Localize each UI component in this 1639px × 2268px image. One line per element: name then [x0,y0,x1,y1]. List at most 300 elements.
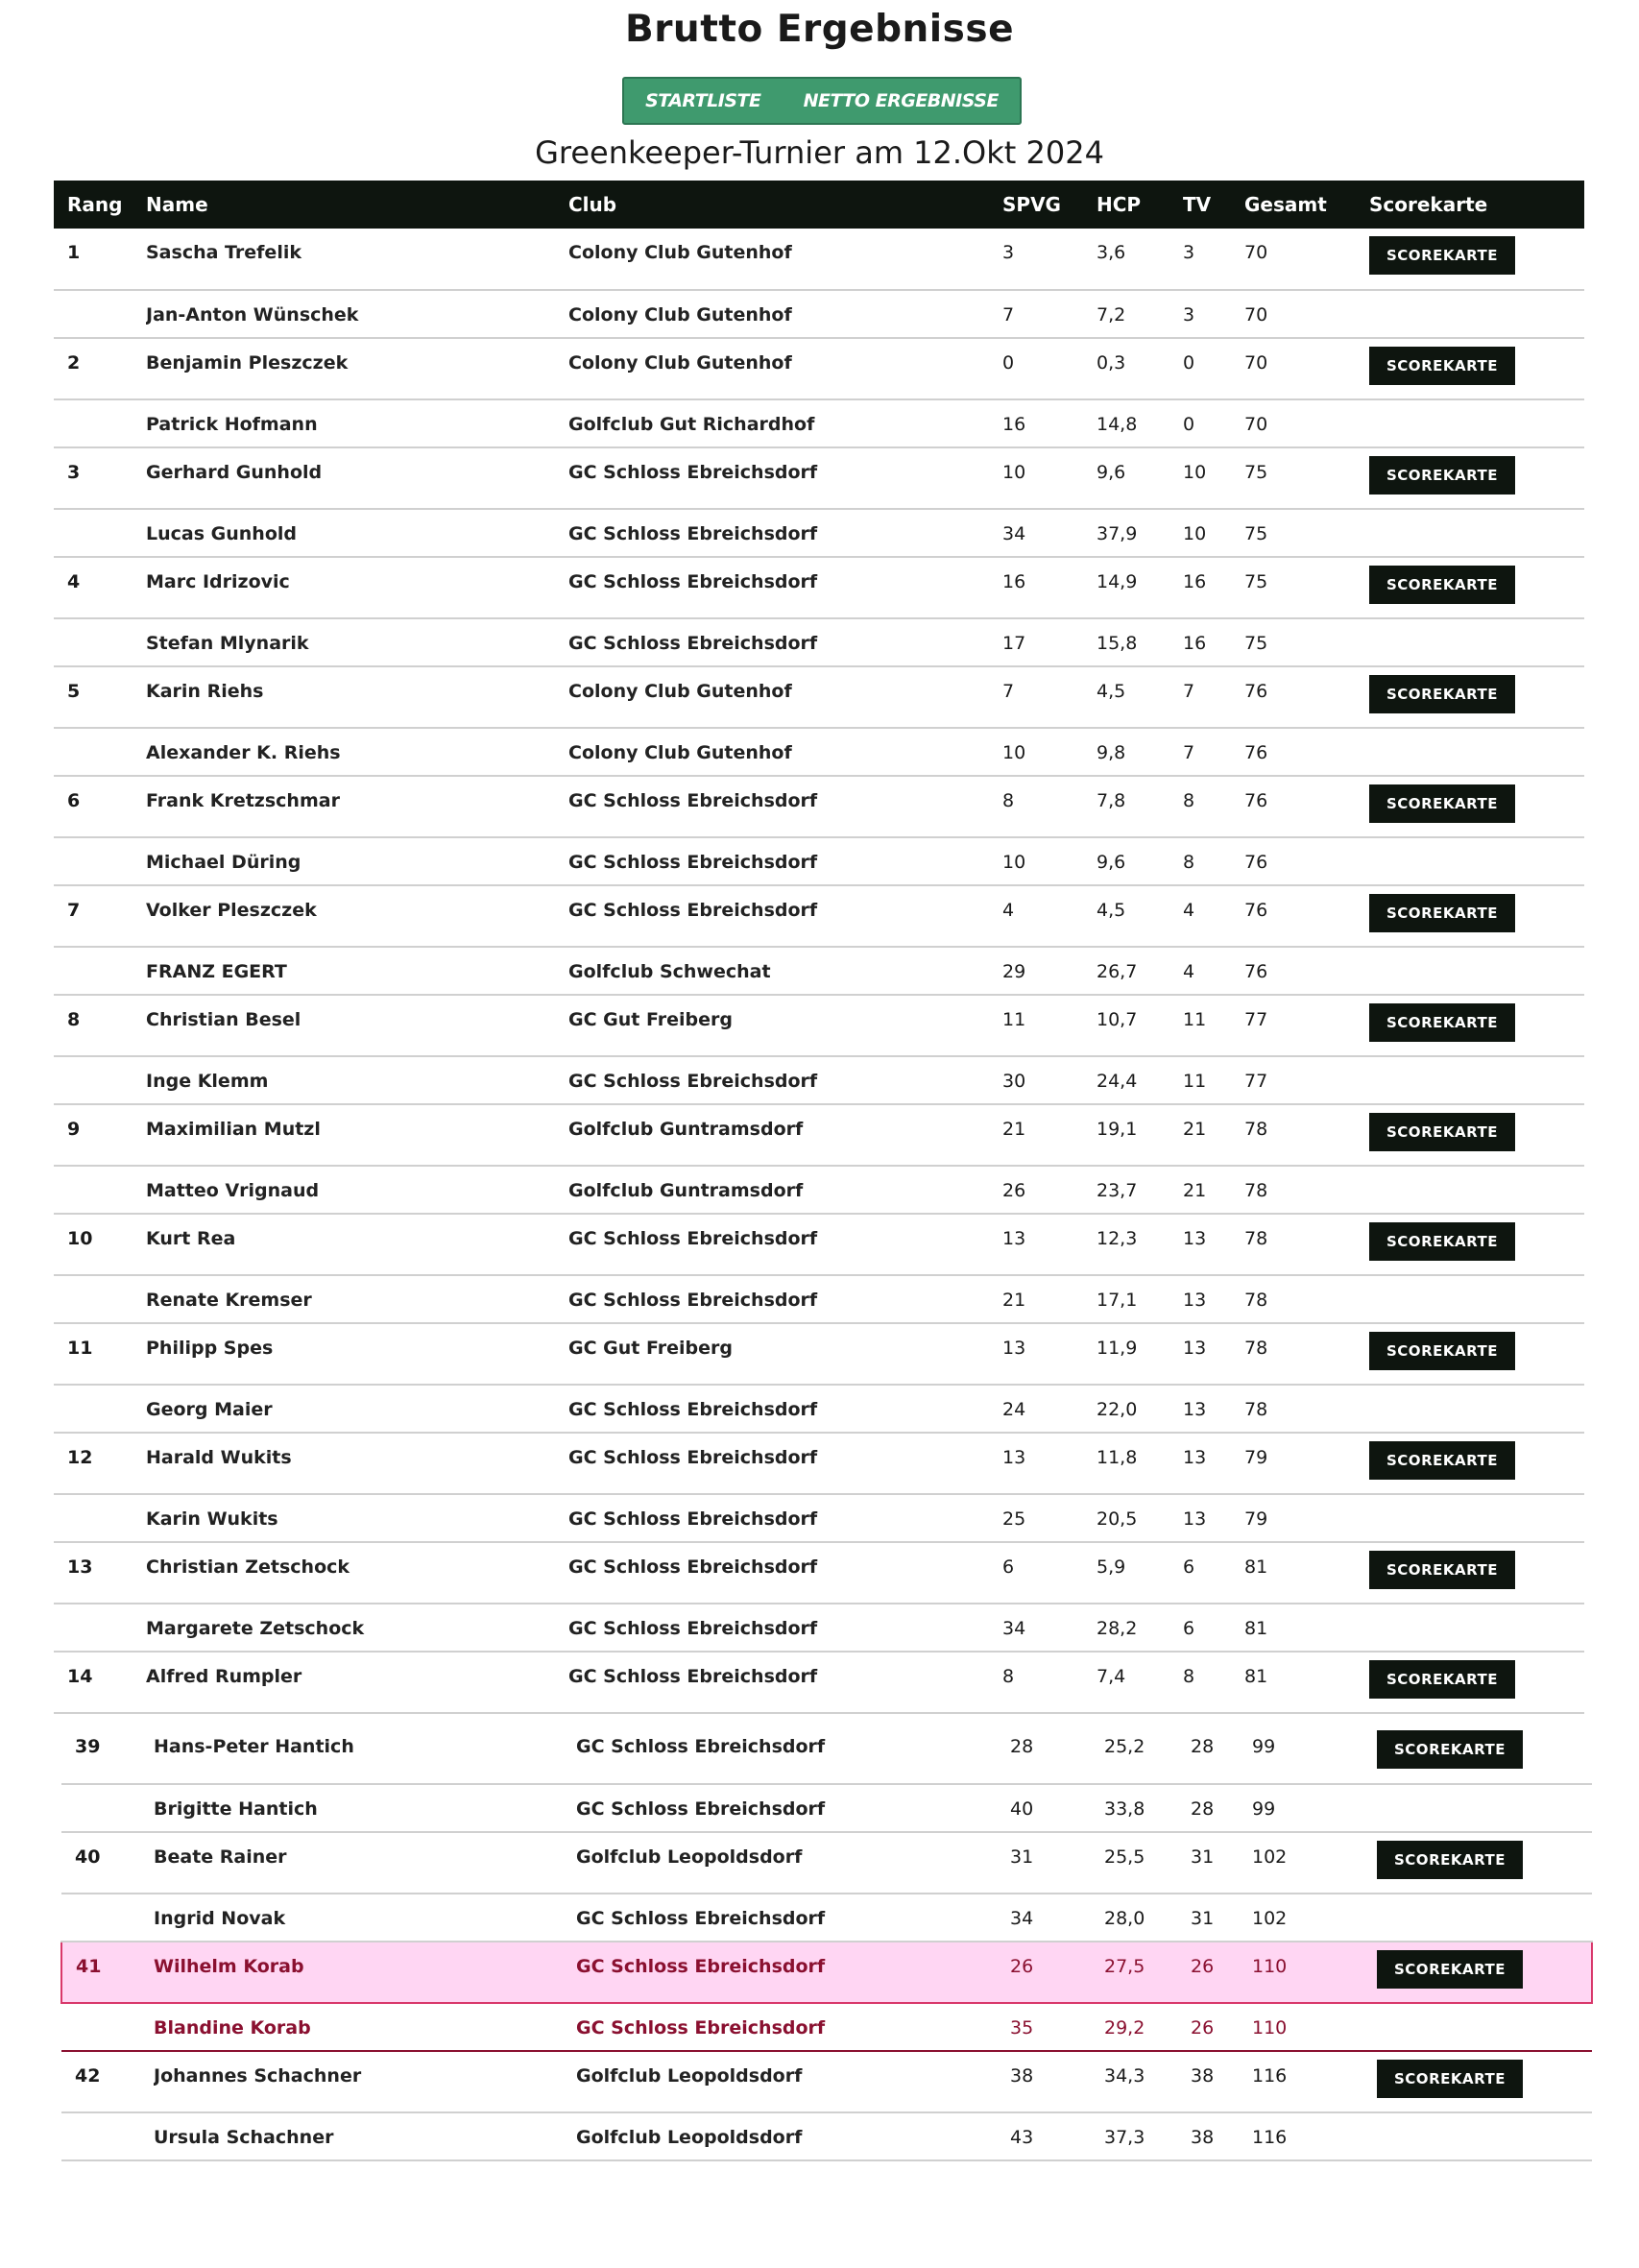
tv-value: 6 [1183,1556,1195,1578]
player-name: Ursula Schachner [154,2127,334,2148]
club-name: GC Schloss Ebreichsdorf [568,1399,818,1420]
tv-value: 28 [1191,1736,1215,1757]
header-hcp: HCP [1097,193,1142,216]
scorekarte-cell [1377,1723,1592,1784]
gesamt-value: 110 [1252,1956,1288,1977]
gesamt-value: 70 [1244,414,1268,435]
table-header-row [54,181,1584,229]
spvg-value: 34 [1002,523,1026,544]
hcp-value: 19,1 [1097,1119,1138,1140]
gesamt-value: 75 [1244,571,1268,592]
scorekarte-cell [1369,1056,1584,1104]
scorekarte-cell [1369,447,1584,509]
player-name: Stefan Mlynarik [146,633,309,654]
player-name: Blandine Korab [154,2017,311,2039]
hcp-value: 11,9 [1097,1338,1138,1359]
hcp-value: 14,9 [1097,571,1138,592]
club-name: GC Gut Freiberg [568,1338,733,1359]
scorekarte-button[interactable]: SCOREKARTE [1369,1003,1515,1042]
gesamt-value: 81 [1244,1556,1268,1578]
results-table [54,181,1584,1714]
player-name: Kurt Rea [146,1228,236,1249]
scorekarte-cell [1369,776,1584,837]
gesamt-value: 76 [1244,681,1268,702]
hcp-value: 37,9 [1097,523,1138,544]
spvg-value: 0 [1002,352,1015,374]
gesamt-value: 78 [1244,1180,1268,1201]
player-name: Alexander K. Riehs [146,742,341,763]
tv-value: 21 [1183,1119,1207,1140]
scorekarte-cell [1369,837,1584,885]
spvg-value: 21 [1002,1290,1026,1311]
nav-button-group [622,77,1022,125]
hcp-value: 22,0 [1097,1399,1138,1420]
scorekarte-cell [1369,1542,1584,1604]
scorekarte-cell [1369,399,1584,447]
player-name: Jan-Anton Wünschek [146,304,359,326]
player-name: Matteo Vrignaud [146,1180,320,1201]
club-name: Golfclub Schwechat [568,961,771,982]
table-row [54,947,1584,995]
scorekarte-cell [1369,995,1584,1056]
rank-cell [54,1166,146,1214]
rank-cell: 10 [67,1228,93,1249]
table-row [54,1056,1584,1104]
header-name: Name [146,193,208,216]
rank-cell: 11 [67,1338,93,1359]
rank-cell [54,1494,146,1542]
hcp-value: 24,4 [1097,1071,1138,1092]
rank-cell [54,1604,146,1652]
spvg-value: 13 [1002,1447,1026,1468]
table-row [61,1784,1592,1832]
club-name: Golfclub Leopoldsdorf [576,1846,803,1868]
club-name: Colony Club Gutenhof [568,681,792,702]
spvg-value: 11 [1002,1009,1026,1030]
spvg-value: 8 [1002,790,1015,811]
spvg-value: 34 [1002,1618,1026,1639]
spvg-value: 21 [1002,1119,1026,1140]
tv-value: 26 [1191,2017,1215,2039]
tv-value: 3 [1183,304,1195,326]
club-name: GC Schloss Ebreichsdorf [568,790,818,811]
spvg-value: 38 [1010,2065,1034,2087]
rank-cell [54,618,146,666]
hcp-value: 20,5 [1097,1508,1138,1530]
club-name: GC Schloss Ebreichsdorf [568,1290,818,1311]
gesamt-value: 76 [1244,852,1268,873]
rank-cell: 7 [67,900,81,921]
scorekarte-button[interactable]: SCOREKARTE [1369,566,1515,604]
player-name: Benjamin Pleszczek [146,352,349,374]
scorekarte-cell [1377,2003,1592,2051]
spvg-value: 10 [1002,742,1026,763]
spvg-value: 13 [1002,1228,1026,1249]
hcp-value: 29,2 [1104,2017,1145,2039]
club-name: GC Schloss Ebreichsdorf [576,1908,826,1929]
gesamt-value: 81 [1244,1618,1268,1639]
player-name: Johannes Schachner [154,2065,362,2087]
hcp-value: 12,3 [1097,1228,1138,1249]
hcp-value: 27,5 [1104,1956,1145,1977]
tv-value: 11 [1183,1009,1207,1030]
table-row [54,995,1584,1056]
club-name: GC Schloss Ebreichsdorf [568,852,818,873]
player-name: Philipp Spes [146,1338,274,1359]
header-spvg: SPVG [1002,193,1061,216]
scorekarte-cell [1369,666,1584,728]
scorekarte-cell [1369,338,1584,399]
scorekarte-cell [1369,557,1584,618]
scorekarte-cell [1369,1214,1584,1275]
table-row [54,509,1584,557]
table-row [54,728,1584,776]
hcp-value: 7,4 [1097,1666,1126,1687]
hcp-value: 23,7 [1097,1180,1138,1201]
gesamt-value: 76 [1244,961,1268,982]
club-name: GC Schloss Ebreichsdorf [568,1618,818,1639]
table-row [54,229,1584,290]
tv-value: 31 [1191,1846,1215,1868]
club-name: GC Schloss Ebreichsdorf [568,1447,818,1468]
spvg-value: 28 [1010,1736,1034,1757]
spvg-value: 43 [1010,2127,1034,2148]
spvg-value: 40 [1010,1798,1034,1820]
gesamt-value: 99 [1252,1736,1276,1757]
tv-value: 3 [1183,242,1195,263]
scorekarte-cell [1377,1894,1592,1942]
scorekarte-cell [1369,947,1584,995]
hcp-value: 11,8 [1097,1447,1138,1468]
tv-value: 10 [1183,523,1207,544]
scorekarte-cell [1369,1652,1584,1713]
tv-value: 6 [1183,1618,1195,1639]
tournament-subtitle: Greenkeeper-Turnier am 12.Okt 2024 [535,134,1104,171]
scorekarte-cell [1369,1494,1584,1542]
player-name: Michael Düring [146,852,301,873]
scorekarte-cell [1369,1323,1584,1385]
hcp-value: 9,6 [1097,462,1126,483]
rank-cell: 5 [67,681,81,702]
scorekarte-cell [1369,229,1584,290]
scorekarte-cell [1377,2051,1592,2112]
rank-cell [54,1056,146,1104]
player-name: Ingrid Novak [154,1908,286,1929]
tv-value: 4 [1183,900,1195,921]
tv-value: 7 [1183,681,1195,702]
hcp-value: 28,2 [1097,1618,1138,1639]
club-name: GC Schloss Ebreichsdorf [568,571,818,592]
hcp-value: 14,8 [1097,414,1138,435]
scorekarte-button[interactable]: SCOREKARTE [1377,1730,1523,1769]
gesamt-value: 77 [1244,1009,1268,1030]
table-row [54,1323,1584,1385]
table-row [54,666,1584,728]
tv-value: 38 [1191,2127,1215,2148]
table-row [61,1894,1592,1942]
club-name: GC Schloss Ebreichsdorf [568,1228,818,1249]
scorekarte-cell [1369,1275,1584,1323]
player-name: FRANZ EGERT [146,961,287,982]
player-name: Karin Wukits [146,1508,278,1530]
hcp-value: 28,0 [1104,1908,1145,1929]
tv-value: 8 [1183,1666,1195,1687]
spvg-value: 7 [1002,681,1015,702]
table-row [54,1652,1584,1713]
table-row [61,1942,1592,2003]
scorekarte-button[interactable]: SCOREKARTE [1369,675,1515,713]
club-name: GC Schloss Ebreichsdorf [576,1798,826,1820]
rank-cell: 41 [76,1956,102,1977]
results-table-lower [60,1723,1593,2161]
player-name: Hans-Peter Hantich [154,1736,354,1757]
header-tv: TV [1183,193,1212,216]
spvg-value: 29 [1002,961,1026,982]
rank-cell [54,947,146,995]
gesamt-value: 70 [1244,242,1268,263]
rank-cell [54,1275,146,1323]
rank-cell: 1 [67,242,81,263]
hcp-value: 7,2 [1097,304,1126,326]
tv-value: 16 [1183,633,1207,654]
gesamt-value: 75 [1244,462,1268,483]
scorekarte-cell [1369,1385,1584,1433]
spvg-value: 8 [1002,1666,1015,1687]
spvg-value: 3 [1002,242,1015,263]
scorekarte-button[interactable]: SCOREKARTE [1369,1551,1515,1589]
club-name: Colony Club Gutenhof [568,242,792,263]
header-gesamt: Gesamt [1244,193,1327,216]
scorekarte-button[interactable]: SCOREKARTE [1369,347,1515,385]
scorekarte-button[interactable]: SCOREKARTE [1369,236,1515,275]
spvg-value: 34 [1010,1908,1034,1929]
player-name: Alfred Rumpler [146,1666,302,1687]
club-name: GC Schloss Ebreichsdorf [568,1666,818,1687]
spvg-value: 26 [1002,1180,1026,1201]
tv-value: 11 [1183,1071,1207,1092]
gesamt-value: 76 [1244,790,1268,811]
player-name: Patrick Hofmann [146,414,318,435]
club-name: Golfclub Guntramsdorf [568,1180,804,1201]
spvg-value: 16 [1002,414,1026,435]
rank-cell [61,2112,154,2160]
scorekarte-cell [1377,2112,1592,2160]
tv-value: 38 [1191,2065,1215,2087]
gesamt-value: 78 [1244,1119,1268,1140]
netto-ergebnisse-button[interactable]: NETTO ERGEBNISSE [803,90,999,111]
spvg-value: 10 [1002,852,1026,873]
header-club: Club [568,193,617,216]
club-name: Colony Club Gutenhof [568,352,792,374]
player-name: Margarete Zetschock [146,1618,365,1639]
table-row [54,399,1584,447]
tv-value: 26 [1191,1956,1215,1977]
gesamt-value: 116 [1252,2065,1288,2087]
rank-cell [54,399,146,447]
club-name: Golfclub Guntramsdorf [568,1119,804,1140]
club-name: GC Schloss Ebreichsdorf [576,1956,826,1977]
tv-value: 21 [1183,1180,1207,1201]
player-name: Christian Zetschock [146,1556,350,1578]
scorekarte-button[interactable]: SCOREKARTE [1377,1841,1523,1879]
scorekarte-cell [1369,1604,1584,1652]
rank-cell: 12 [67,1447,93,1468]
table-row [61,2051,1592,2112]
tv-value: 0 [1183,352,1195,374]
scorekarte-cell [1377,1942,1592,2003]
spvg-value: 17 [1002,633,1026,654]
spvg-value: 10 [1002,462,1026,483]
player-name: Gerhard Gunhold [146,462,323,483]
spvg-value: 16 [1002,571,1026,592]
club-name: GC Schloss Ebreichsdorf [568,462,818,483]
player-name: Christian Besel [146,1009,301,1030]
scorekarte-cell [1377,1784,1592,1832]
scorekarte-button[interactable]: SCOREKARTE [1369,1332,1515,1370]
table-row [54,618,1584,666]
table-row [54,338,1584,399]
club-name: GC Schloss Ebreichsdorf [568,633,818,654]
table-row [54,1275,1584,1323]
club-name: GC Schloss Ebreichsdorf [568,1071,818,1092]
gesamt-value: 78 [1244,1228,1268,1249]
scorekarte-button[interactable]: SCOREKARTE [1369,1660,1515,1699]
rank-cell: 3 [67,462,81,483]
hcp-value: 37,3 [1104,2127,1145,2148]
spvg-value: 4 [1002,900,1015,921]
player-name: Harald Wukits [146,1447,292,1468]
header-rang: Rang [67,193,123,216]
spvg-value: 7 [1002,304,1015,326]
player-name: Brigitte Hantich [154,1798,318,1820]
scorekarte-button[interactable]: SCOREKARTE [1369,1441,1515,1480]
scorekarte-button[interactable]: SCOREKARTE [1369,1222,1515,1261]
gesamt-value: 70 [1244,352,1268,374]
scorekarte-button[interactable]: SCOREKARTE [1369,1113,1515,1151]
table-row [61,1832,1592,1894]
spvg-value: 30 [1002,1071,1026,1092]
gesamt-value: 102 [1252,1846,1288,1868]
tv-value: 13 [1183,1338,1207,1359]
player-name: Renate Kremser [146,1290,312,1311]
rank-cell [54,837,146,885]
rank-cell: 8 [67,1009,81,1030]
tv-value: 8 [1183,790,1195,811]
club-name: GC Schloss Ebreichsdorf [568,1508,818,1530]
gesamt-value: 76 [1244,742,1268,763]
spvg-value: 24 [1002,1399,1026,1420]
scorekarte-cell [1369,728,1584,776]
tv-value: 4 [1183,961,1195,982]
tv-value: 13 [1183,1508,1207,1530]
player-name: Volker Pleszczek [146,900,317,921]
player-name: Lucas Gunhold [146,523,297,544]
spvg-value: 6 [1002,1556,1015,1578]
player-name: Inge Klemm [146,1071,269,1092]
player-name: Frank Kretzschmar [146,790,340,811]
hcp-value: 26,7 [1097,961,1138,982]
player-name: Georg Maier [146,1399,273,1420]
club-name: GC Schloss Ebreichsdorf [576,2017,826,2039]
hcp-value: 33,8 [1104,1798,1145,1820]
scorekarte-button[interactable]: SCOREKARTE [1369,784,1515,823]
spvg-value: 13 [1002,1338,1026,1359]
tv-value: 13 [1183,1228,1207,1249]
header-scorekarte: Scorekarte [1369,193,1488,216]
table-row [54,1104,1584,1166]
scorekarte-cell [1369,885,1584,947]
rank-cell: 9 [67,1119,81,1140]
rank-cell [61,1894,154,1942]
startliste-button[interactable]: STARTLISTE [645,90,761,111]
gesamt-value: 78 [1244,1338,1268,1359]
gesamt-value: 75 [1244,523,1268,544]
rank-cell [54,728,146,776]
hcp-value: 25,5 [1104,1846,1145,1868]
gesamt-value: 78 [1244,1290,1268,1311]
gesamt-value: 116 [1252,2127,1288,2148]
gesamt-value: 79 [1244,1508,1268,1530]
player-name: Maximilian Mutzl [146,1119,321,1140]
gesamt-value: 81 [1244,1666,1268,1687]
rank-cell [54,1385,146,1433]
spvg-value: 26 [1010,1956,1034,1977]
scorekarte-button[interactable]: SCOREKARTE [1377,2060,1523,2098]
table-row [54,1604,1584,1652]
rank-cell [61,2003,154,2051]
scorekarte-button[interactable]: SCOREKARTE [1369,894,1515,932]
spvg-value: 31 [1010,1846,1034,1868]
hcp-value: 4,5 [1097,681,1126,702]
hcp-value: 5,9 [1097,1556,1126,1578]
rank-cell [54,509,146,557]
scorekarte-cell [1369,509,1584,557]
hcp-value: 0,3 [1097,352,1126,374]
scorekarte-cell [1369,1433,1584,1494]
table-row [54,837,1584,885]
table-row [61,2112,1592,2160]
tv-value: 13 [1183,1399,1207,1420]
player-name: Beate Rainer [154,1846,287,1868]
club-name: Golfclub Leopoldsdorf [576,2065,803,2087]
hcp-value: 3,6 [1097,242,1126,263]
hcp-value: 9,6 [1097,852,1126,873]
tv-value: 0 [1183,414,1195,435]
club-name: GC Schloss Ebreichsdorf [568,523,818,544]
club-name: GC Schloss Ebreichsdorf [576,1736,826,1757]
rank-cell [61,1784,154,1832]
scorekarte-cell [1369,618,1584,666]
gesamt-value: 77 [1244,1071,1268,1092]
table-row [54,1433,1584,1494]
table-row [54,447,1584,509]
table-row [54,1494,1584,1542]
scorekarte-button[interactable]: SCOREKARTE [1377,1950,1523,1989]
spvg-value: 35 [1010,2017,1034,2039]
tv-value: 16 [1183,571,1207,592]
club-name: GC Schloss Ebreichsdorf [568,900,818,921]
hcp-value: 25,2 [1104,1736,1145,1757]
tv-value: 28 [1191,1798,1215,1820]
rank-cell: 14 [67,1666,93,1687]
rank-cell: 4 [67,571,81,592]
rank-cell: 6 [67,790,81,811]
scorekarte-button[interactable]: SCOREKARTE [1369,456,1515,495]
tv-value: 8 [1183,852,1195,873]
club-name: Colony Club Gutenhof [568,742,792,763]
gesamt-value: 110 [1252,2017,1288,2039]
club-name: Colony Club Gutenhof [568,304,792,326]
